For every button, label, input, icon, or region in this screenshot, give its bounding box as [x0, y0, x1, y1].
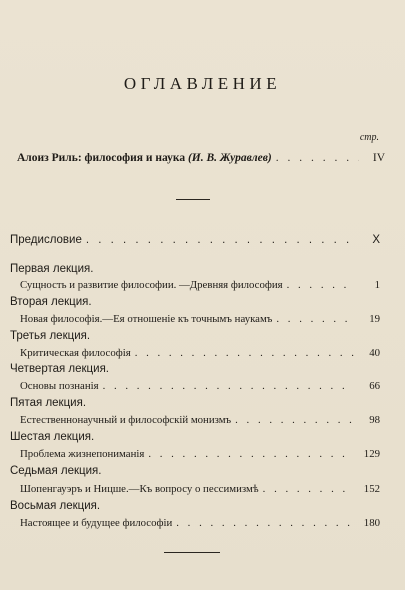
toc-entry: [20, 517, 380, 529]
lecture-page: 129: [363, 448, 380, 460]
leader-dots: [263, 483, 354, 495]
lecture-page: 19: [369, 313, 380, 325]
lecture-topic: Настоящее и будущее философіи: [20, 517, 173, 529]
toc-entry: [20, 483, 380, 495]
lecture-topic: Критическая философія: [20, 347, 131, 359]
lecture-page: 40: [369, 347, 380, 359]
lecture-page: 152: [363, 483, 380, 495]
preface-label: Предисловие: [10, 234, 82, 246]
lecture-heading: Восьмая лекция.: [10, 500, 101, 512]
leader-dots: [103, 380, 354, 392]
lecture-heading: Вторая лекция.: [10, 296, 92, 308]
lecture-topic: Новая философія.—Ея отношеніе къ точнымъ наукамъ: [20, 313, 273, 325]
lecture-topic: Шопенгауэръ и Ницше.—Къ вопросу о пессимизмѣ: [20, 483, 259, 495]
toc-entry-intro: [17, 152, 385, 164]
page-title: ОГЛАВЛЕНИЕ: [123, 74, 282, 93]
toc-entry: [20, 414, 380, 426]
lecture-topic: Основы познанія: [20, 380, 99, 392]
lecture-heading: Третья лекция.: [10, 330, 91, 342]
leader-dots: [276, 313, 354, 325]
lecture-topic: Сущность и развитие философии. —Древняя философия: [20, 279, 283, 291]
toc-entry: [20, 380, 380, 392]
lecture-heading: Шестая лекция.: [10, 431, 95, 443]
leader-dots: [176, 517, 354, 529]
lecture-page: 98: [369, 414, 380, 426]
toc-entry: [20, 347, 380, 359]
lecture-topic: Естественнонаучный и философскій монизмъ: [20, 414, 232, 426]
separator-rule: [176, 199, 210, 200]
intro-label: Алоиз Риль: философия и наука (И. В. Журавлев): [17, 152, 272, 164]
lecture-heading: Первая лекция.: [10, 263, 94, 275]
lecture-heading: Седьмая лекция.: [10, 465, 102, 477]
separator-rule: [164, 552, 220, 553]
leader-dots: [135, 347, 354, 359]
page-column-label: стр.: [359, 132, 379, 143]
lecture-topic: Проблема жизнепониманія: [20, 448, 145, 460]
leader-dots: [287, 279, 354, 291]
toc-entry: [20, 313, 380, 325]
lecture-page: 1: [374, 279, 380, 291]
preface-page: X: [372, 234, 380, 246]
leader-dots: [86, 234, 354, 246]
lecture-heading: Четвертая лекция.: [10, 363, 109, 375]
toc-entry-preface: [10, 234, 380, 246]
lecture-page: 66: [369, 380, 380, 392]
toc-entry: [20, 448, 380, 460]
toc-entry: [20, 279, 380, 291]
leader-dots: [148, 448, 354, 460]
leader-dots: [235, 414, 354, 426]
intro-author: (И. В. Журавлев): [187, 152, 272, 164]
leader-dots: [276, 152, 359, 164]
lecture-page: 180: [363, 517, 380, 529]
intro-page: IV: [372, 152, 385, 164]
lecture-heading: Пятая лекция.: [10, 397, 87, 409]
